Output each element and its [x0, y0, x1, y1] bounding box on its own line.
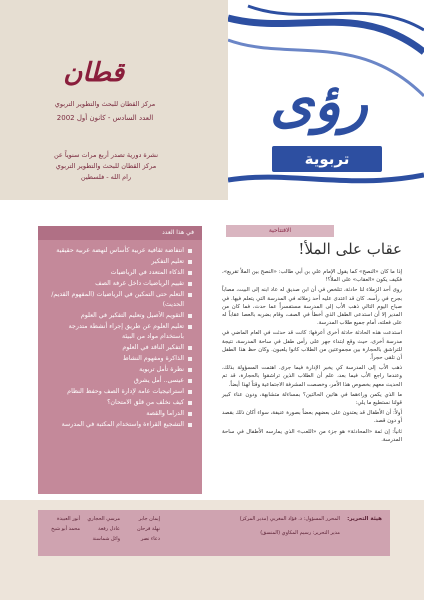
section-label: الافتتاحية: [226, 225, 334, 237]
toc-item[interactable]: التقويم الأصيل وتعليم التفكير في العلوم: [44, 311, 192, 321]
toc-item[interactable]: تعليم العلوم عن طريق إجراء أنشطة متدرجة باستخدام مواد من البيئة: [44, 322, 192, 342]
publication-description: نشرة دورية تصدر أربع مرات سنوياً عن مركز القطان للبحث والتطوير التربوي رام الله - فلسطين: [53, 151, 159, 181]
article-paragraph: استدعت هذه الحادثة حادثة أخرى أعرفها: كانت قد حدثت في العام الماضي في مدرسة أخرى، حيث وقع ابتداء جهر على رأس طفل في ساحة المدرسة، نتيجة للتراشق بالحجارة بين مجموعتين من الطلاب كانوا يلعبون. وكان حظ هذا الطفل أن تلقى حجراً.: [222, 330, 402, 362]
staff-member: أنور العبيدة: [57, 516, 80, 522]
toc-item[interactable]: التشجيع القراءة واستخدام المكتبة في المدرسة: [44, 420, 192, 430]
toc-item[interactable]: نظرة تأمل تربوية: [44, 365, 192, 375]
toc-item[interactable]: الذاكرة ومفهوم النشاط: [44, 354, 192, 364]
toc-item[interactable]: تعليم التفكير: [44, 257, 192, 267]
bullet-icon: [188, 314, 192, 318]
bullet-icon: [188, 249, 192, 253]
center-logo-icon: قطان: [63, 58, 124, 88]
article-paragraph: ثانياً: إن ثمة «المحادثة» هو جزء من «اللعب» الذي يمارسه الأطفال في ساحة المدرسة.: [222, 428, 402, 443]
center-name: مركز القطان للبحث والتطوير التربوي: [54, 100, 156, 108]
magazine-name: رؤى: [270, 69, 368, 135]
staff-member: مرسي الحجاري: [87, 516, 120, 522]
bullet-icon: [188, 271, 192, 275]
toc-item[interactable]: التفكير الناقد في العلوم: [44, 343, 192, 353]
bullet-icon: [188, 325, 192, 329]
article-paragraph: ما الذي يكمن وراءهما في هاتين الحالتين؟ بمساءلة متشابهة، ودون عناء كبير قولنا نستطيع ما يلي:: [222, 391, 402, 407]
toc-item[interactable]: تقييم الرياضيات داخل غرفة الصف: [44, 279, 192, 289]
article-paragraph: إذا ما كان «النصح» كما يقول الإمام علي بن أبي طالب: «النصح بين الملأ تقريع»، فكيف يكون «العقاب» على الملأ؟!: [222, 269, 402, 284]
magazine-logo: [254, 69, 384, 144]
staff-managing-editor: مدير التحرير: رسيم المكاوي (المنسق): [260, 530, 340, 536]
toc-item[interactable]: عيسى.. أمل يشرق: [44, 376, 192, 386]
table-of-contents: [38, 226, 202, 494]
staff-member: عادل رفعة: [98, 526, 120, 532]
editorial-board: [38, 510, 390, 556]
staff-chief-editor: المحرر المسؤول: د. فؤاد المغربي (مدير المركز): [239, 516, 340, 522]
bullet-icon: [188, 260, 192, 264]
bullet-icon: [188, 390, 192, 394]
bullet-icon: [188, 379, 192, 383]
staff-member: دعاء نصر: [140, 536, 160, 542]
bullet-icon: [188, 423, 192, 427]
bullet-icon: [188, 368, 192, 372]
issue-line: العدد السادس - كانون أول 2002: [56, 114, 154, 122]
toc-item[interactable]: الدراما والقصة: [44, 409, 192, 419]
toc-item[interactable]: التعلم حتى التمكين في الرياضيات (المفهوم القديم/ الحديث): [44, 290, 192, 310]
bullet-icon: [188, 412, 192, 416]
magazine-logo-panel: [228, 0, 424, 200]
article-paragraph: ذهب الأب إلى المدرسة كي يخبر الإدارة فيما جرى. اهتمت المسؤولة بذلك، وعندما راجع الأب فيما بعد، علم أن الطلاب الذين تراشقوا بالحجارة، قد تم الحديث معهم بخصوص هذا الأمر، وخصصت المشرفة الاجتماعية وقتاً لهذا أيضاً.: [222, 365, 402, 388]
article-paragraph: روى أحد الزملاء لنا حادثة، تتلخص في أن ابن صديق له عاد ابنه إلى البيت، مصاباً بجرح في رأسه. كان قد اعتدى عليه أحد زملائه في المدرسة التي يتعلم فيها. في صباح اليوم التالي ذهب الأب إلى المدرسة مستفسراً عما حدث، فما كان من المدير إلا أن استدعى الطفل الذي أخطأ في الصف، وقام بضربه بالعصا عقاباً له على فعلته، أمام جميع طلاب المدرسة.: [222, 287, 402, 327]
staff-member: وائل شماسنة: [92, 536, 120, 542]
toc-list: [38, 240, 202, 430]
article-paragraph: أولاً: أن الأطفال قد يعتدون على بعضهم بعضاً بصورة عنيفة، سواء أكان ذلك بقصد أو دون قصد.: [222, 410, 402, 425]
toc-header: في هذا العدد: [38, 226, 202, 240]
article-body: [222, 268, 402, 446]
staff-member: محمد أبو شيخ: [51, 526, 80, 532]
bullet-icon: [188, 282, 192, 286]
editorial-label: هيئة التحرير:: [347, 516, 382, 522]
toc-item[interactable]: الذكاء المتعدد في الرياضيات: [44, 268, 192, 278]
bullet-icon: [188, 346, 192, 350]
article-title: عقاب على الملأ!: [298, 240, 402, 258]
bullet-icon: [188, 401, 192, 405]
toc-item[interactable]: كيف نخلف من قلق الامتحان؟: [44, 398, 192, 408]
bullet-icon: [188, 293, 192, 297]
toc-item[interactable]: انتفاضة ثقافية عربية كأساس لنهضة عربية حقيقية: [44, 246, 192, 256]
magazine-subtitle: تربوية: [272, 146, 382, 172]
toc-item[interactable]: استراتيجيات عامة لإدارة الصف وحفظ النظام: [44, 387, 192, 397]
staff-member: نهلة فرحان: [136, 526, 160, 532]
bullet-icon: [188, 357, 192, 361]
staff-member: إيمان جابر: [138, 516, 160, 522]
